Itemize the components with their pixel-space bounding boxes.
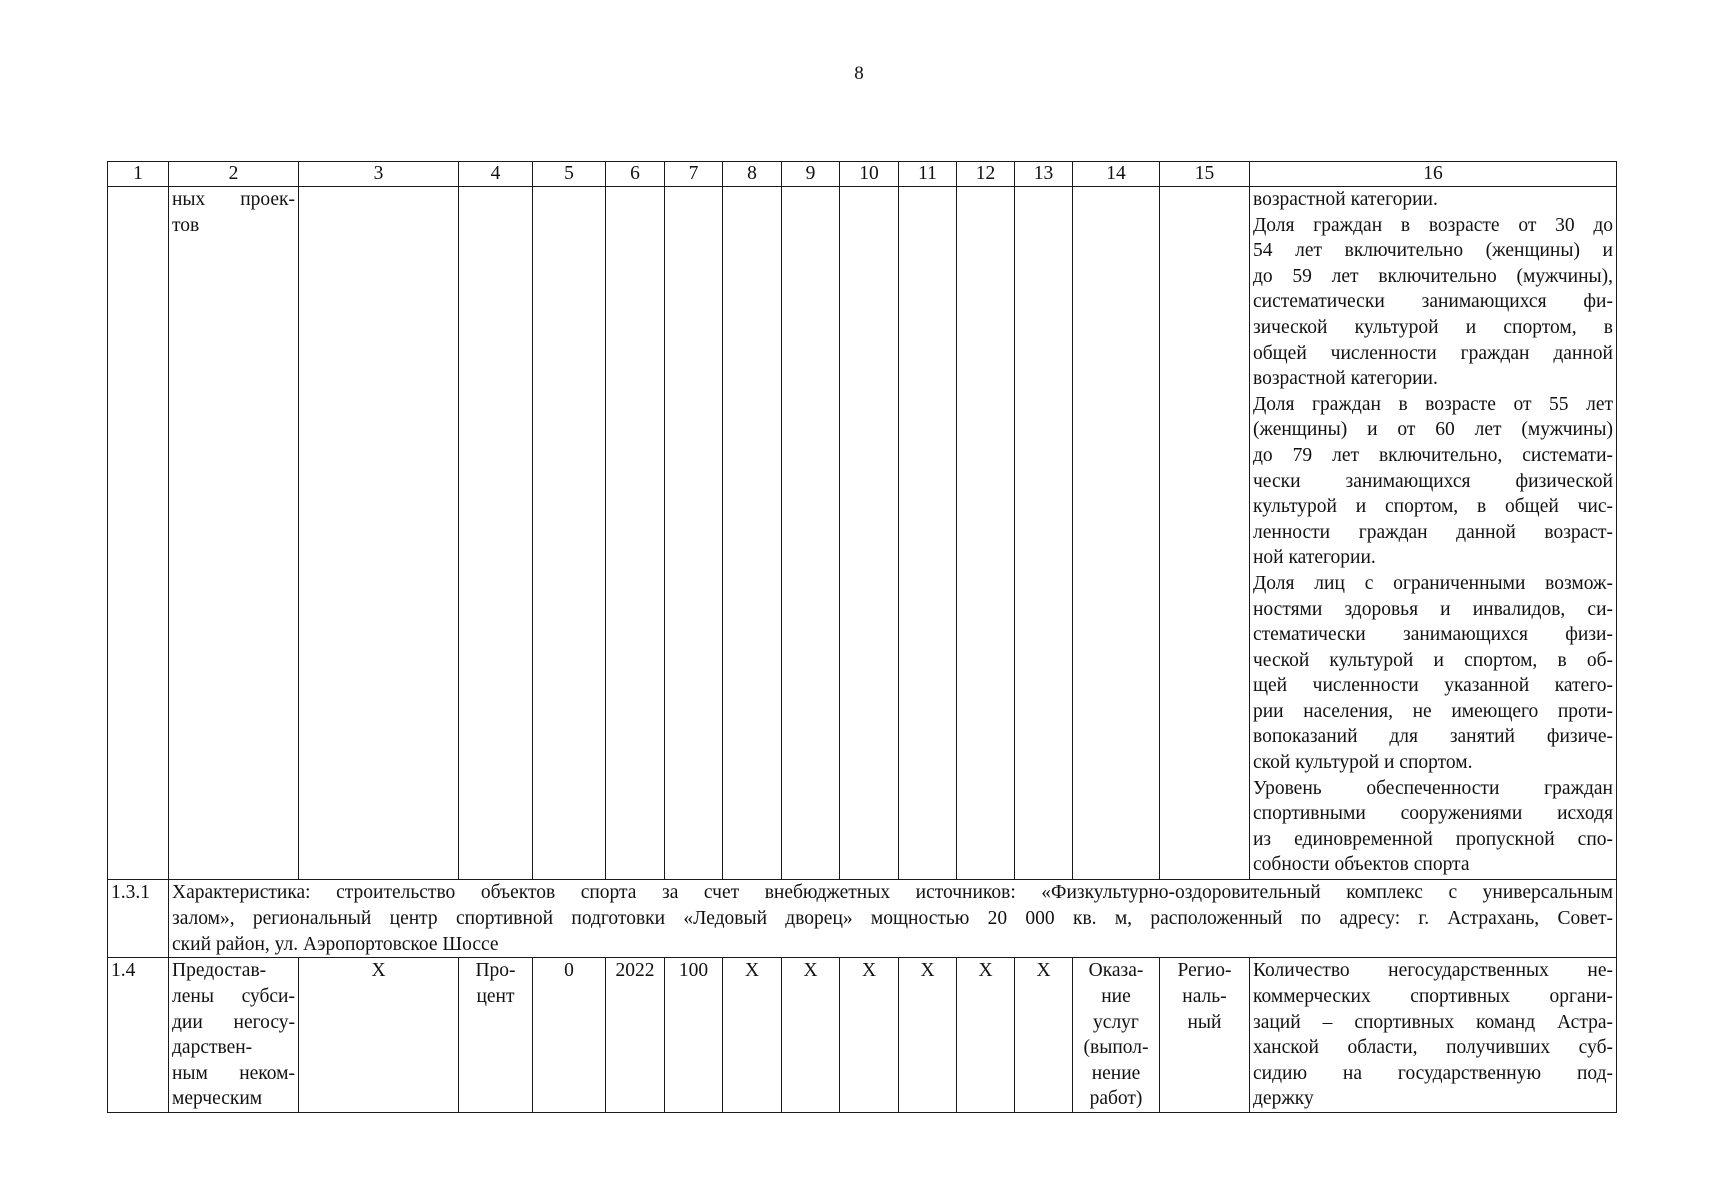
col-header: 10	[840, 162, 899, 187]
text-line: Характеристика: строительство объектов спорта за счет внебюджетных источников: «Физкультурно-оздоровительный комплекс с универсальным	[172, 882, 1613, 903]
program-table	[107, 161, 1617, 1113]
text-line: общей численности граждан данной	[1253, 342, 1613, 364]
cell-base-value: 0	[533, 958, 606, 1113]
cell-row-number: 1.3.1	[108, 880, 169, 958]
cell-row-number: 1.4	[108, 958, 169, 1113]
cell-level	[1160, 958, 1250, 1113]
column-number-row	[108, 162, 1617, 187]
cell-empty	[533, 187, 606, 880]
text-line: Количество негосударственных не-	[1253, 960, 1613, 982]
text-line: ленности граждан данной возраст-	[1253, 521, 1613, 543]
col-header: 5	[533, 162, 606, 187]
text-line: ние	[1101, 985, 1131, 1007]
col-header: 6	[606, 162, 665, 187]
text-line: возрастной категории.	[1253, 368, 1438, 390]
col-header: 15	[1160, 162, 1250, 187]
text-line: ской культурой и спортом.	[1253, 752, 1473, 774]
cell-col10: Х	[840, 958, 899, 1113]
cell-col11: Х	[899, 958, 957, 1113]
text-line: лены субси-	[172, 985, 295, 1007]
text-line: ческой культурой и спортом, в об-	[1253, 649, 1613, 671]
text-line: наль-	[1182, 985, 1227, 1007]
col-header: 8	[723, 162, 782, 187]
text-line: Доля лиц с ограниченными возмож-	[1253, 572, 1613, 594]
cell-indicators	[1250, 187, 1617, 880]
text-line: ностями здоровья и инвалидов, си-	[1253, 598, 1613, 620]
table-row-1-3-1	[108, 880, 1617, 958]
text-line: до 59 лет включительно (мужчины),	[1253, 265, 1613, 287]
cell-characteristic	[169, 880, 1617, 958]
cell-col13: Х	[1015, 958, 1073, 1113]
cell-indicators	[1250, 958, 1617, 1113]
cell-project-name	[169, 187, 299, 880]
text-line: Предостав-	[172, 960, 267, 982]
text-line: услуг	[1093, 1011, 1139, 1033]
text-line: мерческим	[172, 1088, 263, 1110]
text-line: ханской области, получивших суб-	[1253, 1037, 1613, 1059]
cell-empty	[459, 187, 533, 880]
text-line: дарствен-	[172, 1037, 253, 1059]
col-header: 2	[169, 162, 299, 187]
text-line: цент	[476, 985, 515, 1007]
text-line: из единовременной пропускной спо-	[1253, 828, 1613, 850]
cell-target-value: 100	[665, 958, 723, 1113]
col-header: 1	[108, 162, 169, 187]
text-line: тов	[172, 214, 200, 236]
text-line: ных проек-	[172, 189, 295, 210]
text-line: до 79 лет включительно, системати-	[1253, 444, 1613, 466]
text-line: стематически занимающихся физи-	[1253, 624, 1613, 646]
cell-result-type	[1073, 958, 1160, 1113]
cell-empty	[665, 187, 723, 880]
cell-empty	[957, 187, 1015, 880]
col-header: 13	[1015, 162, 1073, 187]
text-line: коммерческих спортивных органи-	[1253, 985, 1613, 1007]
text-line: щей численности указанной катего-	[1253, 675, 1613, 697]
cell-result-name	[169, 958, 299, 1113]
text-line: ный	[1187, 1011, 1222, 1033]
cell-empty	[299, 187, 459, 880]
cell-empty	[840, 187, 899, 880]
text-line: Доля граждан в возрасте от 30 до	[1253, 214, 1613, 236]
text-line: работ)	[1089, 1088, 1143, 1110]
text-line: возрастной категории.	[1253, 189, 1438, 210]
text-line: сидию на государственную под-	[1253, 1062, 1613, 1084]
text-line: Доля граждан в возрасте от 55 лет	[1253, 393, 1613, 415]
col-header: 12	[957, 162, 1015, 187]
text-line: зической культурой и спортом, в	[1253, 316, 1613, 338]
col-header: 7	[665, 162, 723, 187]
cell-empty	[606, 187, 665, 880]
text-line: ский район, ул. Аэропортовское Шоссе	[172, 933, 499, 955]
cell-col9: Х	[782, 958, 840, 1113]
text-line: Уровень обеспеченности граждан	[1253, 777, 1613, 799]
text-line: вопоказаний для занятий физиче-	[1253, 726, 1613, 748]
col-header: 9	[782, 162, 840, 187]
col-header: 3	[299, 162, 459, 187]
text-line: заций – спортивных команд Астра-	[1253, 1011, 1613, 1033]
text-line: чески занимающихся физической	[1253, 470, 1613, 492]
cell-empty	[899, 187, 957, 880]
page-number: 8	[854, 63, 864, 84]
table-row-continuation	[108, 187, 1617, 880]
text-line: систематически занимающихся фи-	[1253, 291, 1613, 313]
text-line: собности объектов спорта	[1253, 854, 1470, 876]
col-header: 14	[1073, 162, 1160, 187]
text-line: Регио-	[1177, 960, 1232, 982]
text-line: Оказа-	[1088, 960, 1144, 982]
cell-empty	[723, 187, 782, 880]
cell-col8: Х	[723, 958, 782, 1113]
col-header: 11	[899, 162, 957, 187]
cell-base-year: 2022	[606, 958, 665, 1113]
table-row-1-4	[108, 958, 1617, 1113]
text-line: залом», региональный центр спортивной подготовки «Ледовый дворец» мощностью 20 000 кв. м, расположенный по адресу: г. Астрахань, Совет-	[172, 907, 1613, 929]
text-line: дии негосу-	[172, 1011, 295, 1033]
cell-empty	[782, 187, 840, 880]
cell-col3: Х	[299, 958, 459, 1113]
cell-unit	[459, 958, 533, 1113]
cell-col12: Х	[957, 958, 1015, 1113]
text-line: спортивными сооружениями исходя	[1253, 803, 1613, 825]
text-line: Про-	[475, 960, 516, 982]
cell-empty	[1015, 187, 1073, 880]
col-header: 16	[1250, 162, 1617, 187]
text-line: культурой и спортом, в общей чис-	[1253, 496, 1613, 518]
text-line: рии населения, не имеющего проти-	[1253, 700, 1613, 722]
text-line: 54 лет включительно (женщины) и	[1253, 240, 1613, 262]
text-line: держку	[1253, 1088, 1314, 1110]
text-line: нение	[1091, 1062, 1141, 1084]
col-header: 4	[459, 162, 533, 187]
text-line: (выпол-	[1083, 1037, 1149, 1059]
cell-empty	[108, 187, 169, 880]
text-line: ным неком-	[172, 1062, 295, 1084]
cell-empty	[1160, 187, 1250, 880]
text-line: (женщины) и от 60 лет (мужчины)	[1253, 419, 1613, 441]
text-line: ной категории.	[1253, 547, 1376, 569]
cell-empty	[1073, 187, 1160, 880]
